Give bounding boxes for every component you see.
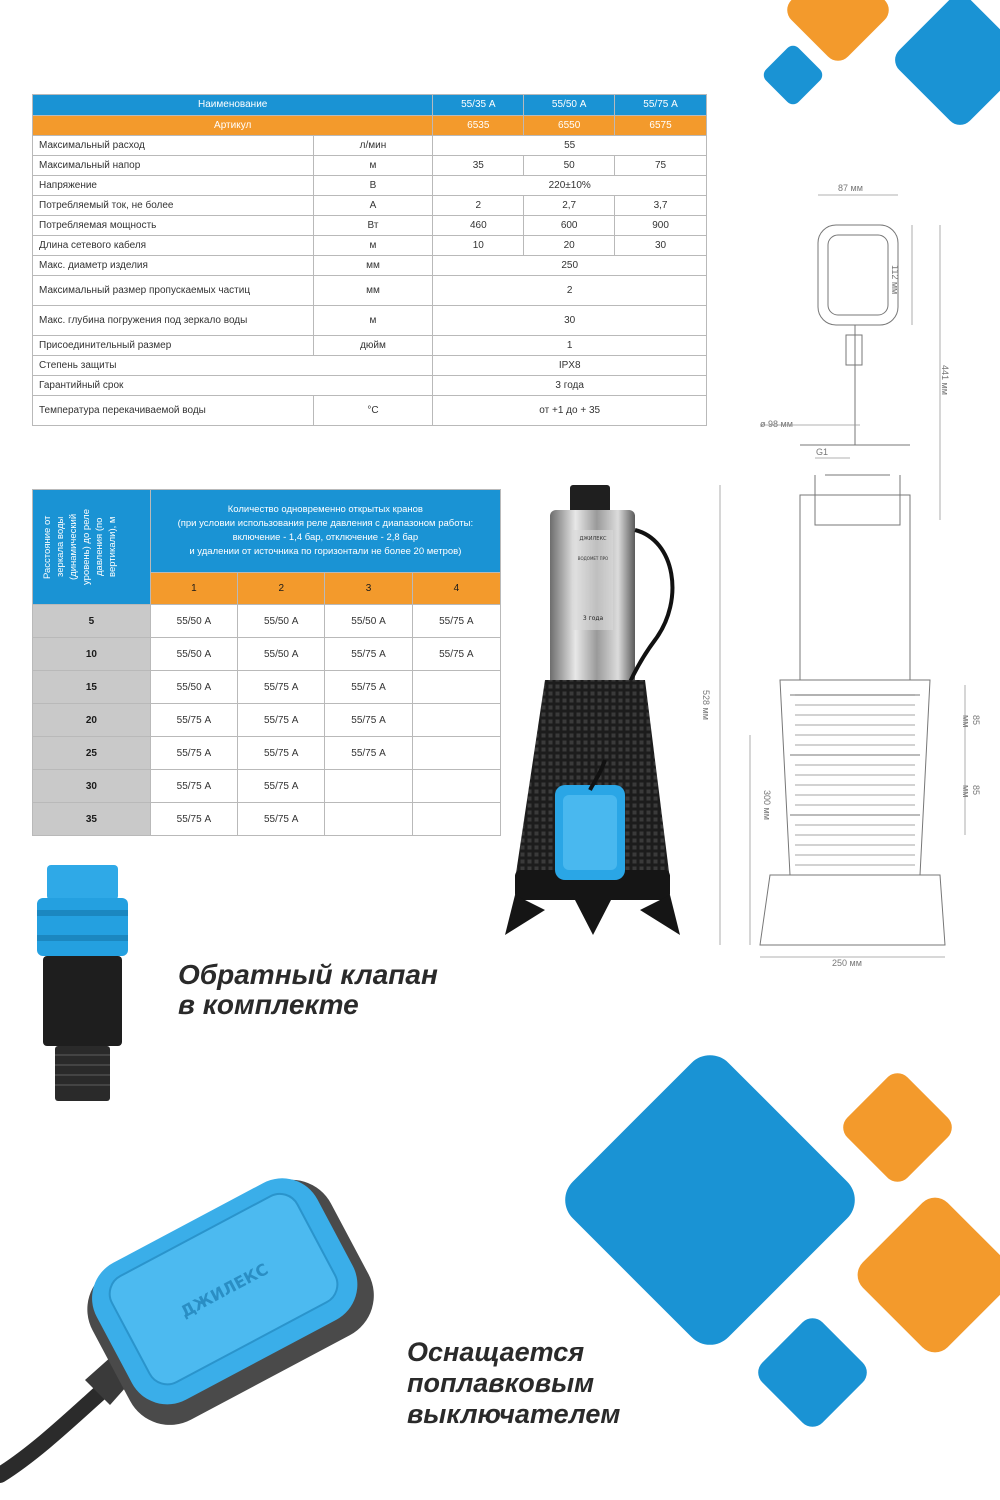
decor-diamond-orange-bottom-small [837,1067,957,1187]
taps-header-line: включение - 1,4 бар, отключение - 2,8 бар [232,532,419,543]
taps-cell [412,671,500,704]
caption-float-line: выключателем [407,1399,621,1429]
taps-cell: 55/75 А [238,737,325,770]
spec-param-name: Степень защиты [33,356,433,376]
spec-param-name: Напряжение [33,176,314,196]
spec-model: 55/50 А [524,95,615,116]
pump-image [505,480,685,940]
taps-cell: 55/75 А [325,737,412,770]
taps-depth: 30 [33,770,151,803]
spec-row [33,196,707,216]
spec-header-name: Наименование [33,95,433,116]
taps-row [33,605,501,638]
spec-row [33,396,707,426]
taps-cell: 55/50 А [325,605,412,638]
spec-row [33,276,707,306]
spec-row [33,236,707,256]
spec-value: 2 [433,276,707,306]
taps-cell: 55/75 А [412,605,500,638]
dim-height-441: 441 мм [940,365,950,395]
spec-param-name: Максимальный напор [33,156,314,176]
caption-valve [178,960,438,1020]
decor-diamond-blue-top-large [889,0,1000,131]
taps-depth: 35 [33,803,151,836]
spec-unit: °С [313,396,433,426]
taps-cell: 55/75 А [325,704,412,737]
caption-valve-line: в комплекте [178,989,359,1020]
spec-param-name: Длина сетевого кабеля [33,236,314,256]
spec-value: 20 [524,236,615,256]
taps-header-line: (при условии использования реле давления с диапазоном работы: [177,518,474,529]
spec-model: 55/35 А [433,95,524,116]
spec-value: 220±10% [433,176,707,196]
taps-cell: 55/75 А [150,803,237,836]
spec-row [33,136,707,156]
spec-value: 10 [433,236,524,256]
taps-col-header: 4 [412,573,500,605]
spec-value: 460 [433,216,524,236]
spec-unit: м [313,156,433,176]
check-valve-image [35,860,130,1105]
taps-depth: 10 [33,638,151,671]
spec-unit: л/мин [313,136,433,156]
taps-cell: 55/75 А [150,704,237,737]
spec-row [33,306,707,336]
spec-row [33,356,707,376]
dim-85-lower: 85 мм [961,785,981,798]
taps-cell: 55/50 А [150,671,237,704]
dim-base-250: 250 мм [832,958,862,968]
taps-header-line: Количество одновременно открытых кранов [227,504,423,515]
pump-model-label: ВОДОМЕТ ПРО [577,556,609,561]
taps-row [33,770,501,803]
spec-unit: В [313,176,433,196]
taps-side-header-cell [33,490,151,605]
taps-col-header: 3 [325,573,412,605]
taps-table [32,489,501,836]
taps-cell: 55/75 А [238,803,325,836]
dim-thread-g1: G1 [816,447,829,457]
decor-diamond-orange-bottom-large [850,1190,1000,1360]
float-brand-label: ДЖИЛЕКС [177,1259,272,1322]
spec-article: 6575 [615,116,707,136]
spec-row [33,336,707,356]
spec-param-name: Макс. глубина погружения под зеркало воды [33,306,314,336]
taps-cell [325,770,412,803]
taps-row [33,704,501,737]
taps-cell: 55/75 А [150,770,237,803]
spec-unit: м [313,236,433,256]
float-switch-image [0,1170,390,1490]
taps-cell [412,770,500,803]
spec-row [33,156,707,176]
taps-cell: 55/50 А [150,605,237,638]
taps-row [33,737,501,770]
spec-model: 55/75 А [615,95,707,116]
dim-width-87: 87 мм [838,183,863,193]
spec-row [33,256,707,276]
caption-float-line: Оснащается [407,1337,585,1367]
pump-brand-label: ДЖИЛЕКС [579,536,607,542]
taps-cell: 55/75 А [238,770,325,803]
spec-value: 75 [615,156,707,176]
dim-height-528: 528 мм [701,690,711,720]
spec-unit: м [313,306,433,336]
taps-cell: 55/75 А [150,737,237,770]
spec-value: IPX8 [433,356,707,376]
spec-param-name: Максимальный размер пропускаемых частиц [33,276,314,306]
spec-value: 35 [433,156,524,176]
taps-row [33,638,501,671]
taps-cell [412,803,500,836]
spec-param-name: Потребляемая мощность [33,216,314,236]
taps-main-header [150,490,500,573]
decor-diamond-blue-bottom-large [554,1044,865,1355]
caption-float [407,1337,620,1430]
spec-row [33,176,707,196]
spec-row [33,376,707,396]
spec-param-name: Присоединительный размер [33,336,314,356]
taps-col-header: 1 [150,573,237,605]
dimension-drawing [700,175,980,975]
taps-cell: 55/75 А [238,671,325,704]
taps-cell: 55/75 А [238,704,325,737]
spec-unit: мм [313,256,433,276]
taps-cell: 55/50 А [150,638,237,671]
spec-table [32,94,707,426]
spec-article: 6550 [524,116,615,136]
spec-value: 50 [524,156,615,176]
taps-row [33,671,501,704]
spec-value: от +1 до + 35 [433,396,707,426]
spec-value: 55 [433,136,707,156]
spec-value: 250 [433,256,707,276]
spec-param-name: Потребляемый ток, не более [33,196,314,216]
dim-diameter-98: ø 98 мм [760,419,793,429]
spec-value: 30 [615,236,707,256]
taps-cell [325,803,412,836]
taps-depth: 5 [33,605,151,638]
taps-row [33,803,501,836]
taps-col-header: 2 [238,573,325,605]
spec-value: 900 [615,216,707,236]
spec-param-name: Гарантийный срок [33,376,433,396]
dim-85-upper: 85 мм [961,715,981,728]
taps-cell [412,704,500,737]
spec-param-name: Макс. диаметр изделия [33,256,314,276]
taps-cell: 55/50 А [238,638,325,671]
taps-depth: 15 [33,671,151,704]
spec-value: 600 [524,216,615,236]
decor-diamond-blue-top-small [760,42,825,107]
caption-float-line: поплавковым [407,1368,595,1398]
taps-cell [412,737,500,770]
taps-cell: 55/75 А [412,638,500,671]
spec-unit: А [313,196,433,216]
spec-article-label: Артикул [33,116,433,136]
taps-cell: 55/75 А [325,638,412,671]
taps-cell: 55/50 А [238,605,325,638]
taps-side-header: Расстояние от зеркала воды (динамический уровень) до реле давления (по вертикали), м [42,509,119,585]
spec-value: 1 [433,336,707,356]
caption-valve-line: Обратный клапан [178,959,438,990]
pump-warranty-badge: 3 года [582,615,604,622]
dim-height-300: 300 мм [762,790,772,820]
taps-cell: 55/75 А [325,671,412,704]
spec-value: 2 [433,196,524,216]
spec-row [33,216,707,236]
spec-unit: мм [313,276,433,306]
spec-param-name: Температура перекачиваемой воды [33,396,314,426]
spec-value: 3,7 [615,196,707,216]
taps-header-line: и удалении от источника по горизонтали не более 20 метров) [189,546,462,557]
dim-height-112: 112 мм [890,265,900,295]
spec-param-name: Максимальный расход [33,136,314,156]
decor-diamond-blue-bottom-small [752,1312,872,1432]
spec-unit: дюйм [313,336,433,356]
spec-value: 2,7 [524,196,615,216]
spec-unit: Вт [313,216,433,236]
spec-value: 3 года [433,376,707,396]
spec-value: 30 [433,306,707,336]
taps-depth: 25 [33,737,151,770]
spec-article: 6535 [433,116,524,136]
taps-depth: 20 [33,704,151,737]
